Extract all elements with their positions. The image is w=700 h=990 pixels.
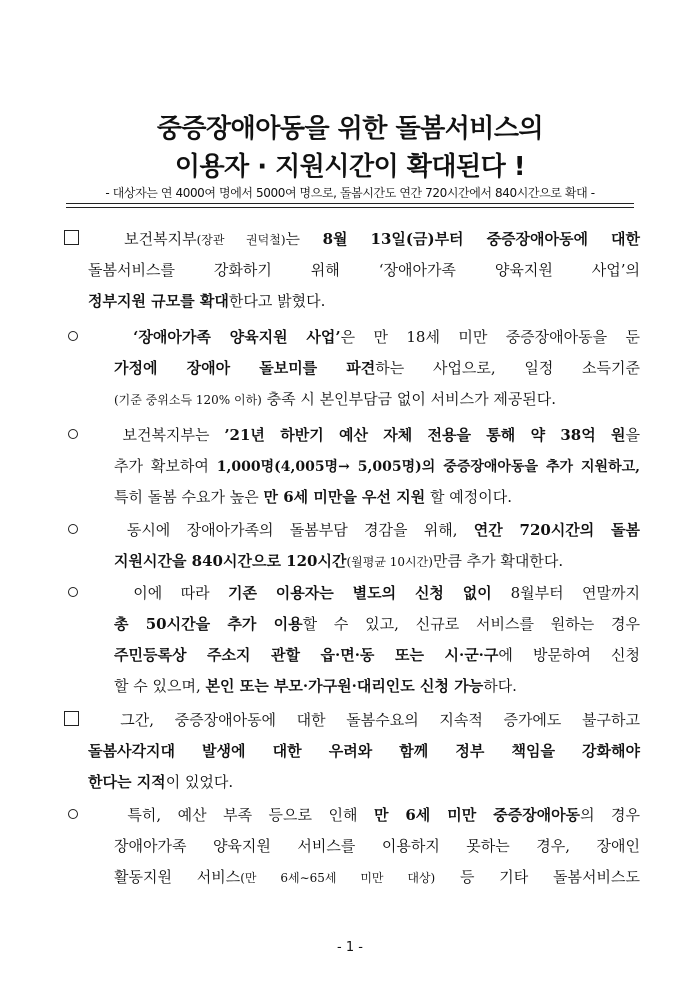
text-line: 동시에 장애아가족의 돌봄부담 경감을 위해, 연간 720시간의 돌봄 xyxy=(60,515,640,546)
text-line: 총 50시간을 추가 이용할 수 있고, 신규로 서비스를 원하는 경우 xyxy=(114,615,641,633)
section-paragraph-1 xyxy=(60,224,640,317)
text-line: 가정에 장애아 돌보미를 파견하는 사업으로, 일정 소득기준 xyxy=(114,359,640,377)
text-line: 지원시간을 840시간으로 120시간(월평균 10시간)만큼 추가 확대한다. xyxy=(114,552,564,570)
text-line: (기준 중위소득 120% 이하) 충족 시 본인부담금 없이 서비스가 제공된다. xyxy=(114,390,557,408)
page-number: - 1 - xyxy=(337,940,363,955)
page-subtitle: - 대상자는 연 4000여 명에서 5000여 명으로, 돌봄시간도 연간 720시간에서 840시간으로 확대 - xyxy=(105,186,595,200)
square-bullet-icon xyxy=(64,230,79,245)
text-line: 할 수 있으며, 본인 또는 부모·가구원·대리인도 신청 가능하다. xyxy=(114,677,517,695)
text-line: 특히, 예산 부족 등으로 인해 만 6세 미만 중증장애아동의 경우 xyxy=(60,800,640,831)
text-line: 보건복지부는 ’21년 하반기 예산 자체 전용을 통해 약 38억 원을 xyxy=(60,420,640,451)
section-paragraph-3 xyxy=(60,420,640,513)
text-line: 돌봄서비스를 강화하기 위해 ‘장애아가족 양육지원 사업’의 xyxy=(88,261,640,279)
square-bullet-icon xyxy=(64,711,79,726)
section-paragraph-5 xyxy=(60,578,640,702)
text-line: 그간, 중증장애아동에 대한 돌봄수요의 지속적 증가에도 불구하고 xyxy=(60,705,640,736)
divider-top xyxy=(66,203,634,204)
section-paragraph-7 xyxy=(60,800,640,893)
circle-bullet-icon xyxy=(68,587,78,597)
circle-bullet-icon xyxy=(68,524,78,534)
text-line: 주민등록상 주소지 관할 읍·면·동 또는 시·군·구에 방문하여 신청 xyxy=(114,646,641,664)
text-line: 한다는 지적이 있었다. xyxy=(88,773,234,791)
circle-bullet-icon xyxy=(68,429,78,439)
text-line: ‘장애아가족 양육지원 사업’은 만 18세 미만 중증장애아동을 둔 xyxy=(60,322,640,353)
text-line: 정부지원 규모를 확대한다고 밝혔다. xyxy=(88,292,326,310)
text-line: 이에 따라 기존 이용자는 별도의 신청 없이 8월부터 연말까지 xyxy=(60,578,640,609)
section-paragraph-2 xyxy=(60,322,640,415)
text-line: 특히 돌봄 수요가 높은 만 6세 미만을 우선 지원 할 예정이다. xyxy=(114,488,512,506)
page-title-line2: 이용자 · 지원시간이 확대된다 ! xyxy=(174,152,526,182)
text-line: 추가 확보하여 1,000명(4,005명→ 5,005명)의 중증장애아동을 추가 지원하고, xyxy=(114,457,640,475)
page-title-line1: 중증장애아동을 위한 돌봄서비스의 xyxy=(156,114,544,144)
section-paragraph-6 xyxy=(60,705,640,798)
circle-bullet-icon xyxy=(68,809,78,819)
text-line: 보건복지부(장관 권덕철)는 8월 13일(금)부터 중증장애아동에 대한 xyxy=(60,224,640,255)
text-line: 활동지원 서비스(만 6세∼65세 미만 대상) 등 기타 돌봄서비스도 xyxy=(114,868,641,886)
text-line: 장애아가족 양육지원 서비스를 이용하지 못하는 경우, 장애인 xyxy=(114,837,640,855)
circle-bullet-icon xyxy=(68,331,78,341)
divider-bottom xyxy=(66,207,634,208)
text-line: 돌봄사각지대 발생에 대한 우려와 함께 정부 책임을 강화해야 xyxy=(88,742,640,760)
section-paragraph-4 xyxy=(60,515,640,577)
